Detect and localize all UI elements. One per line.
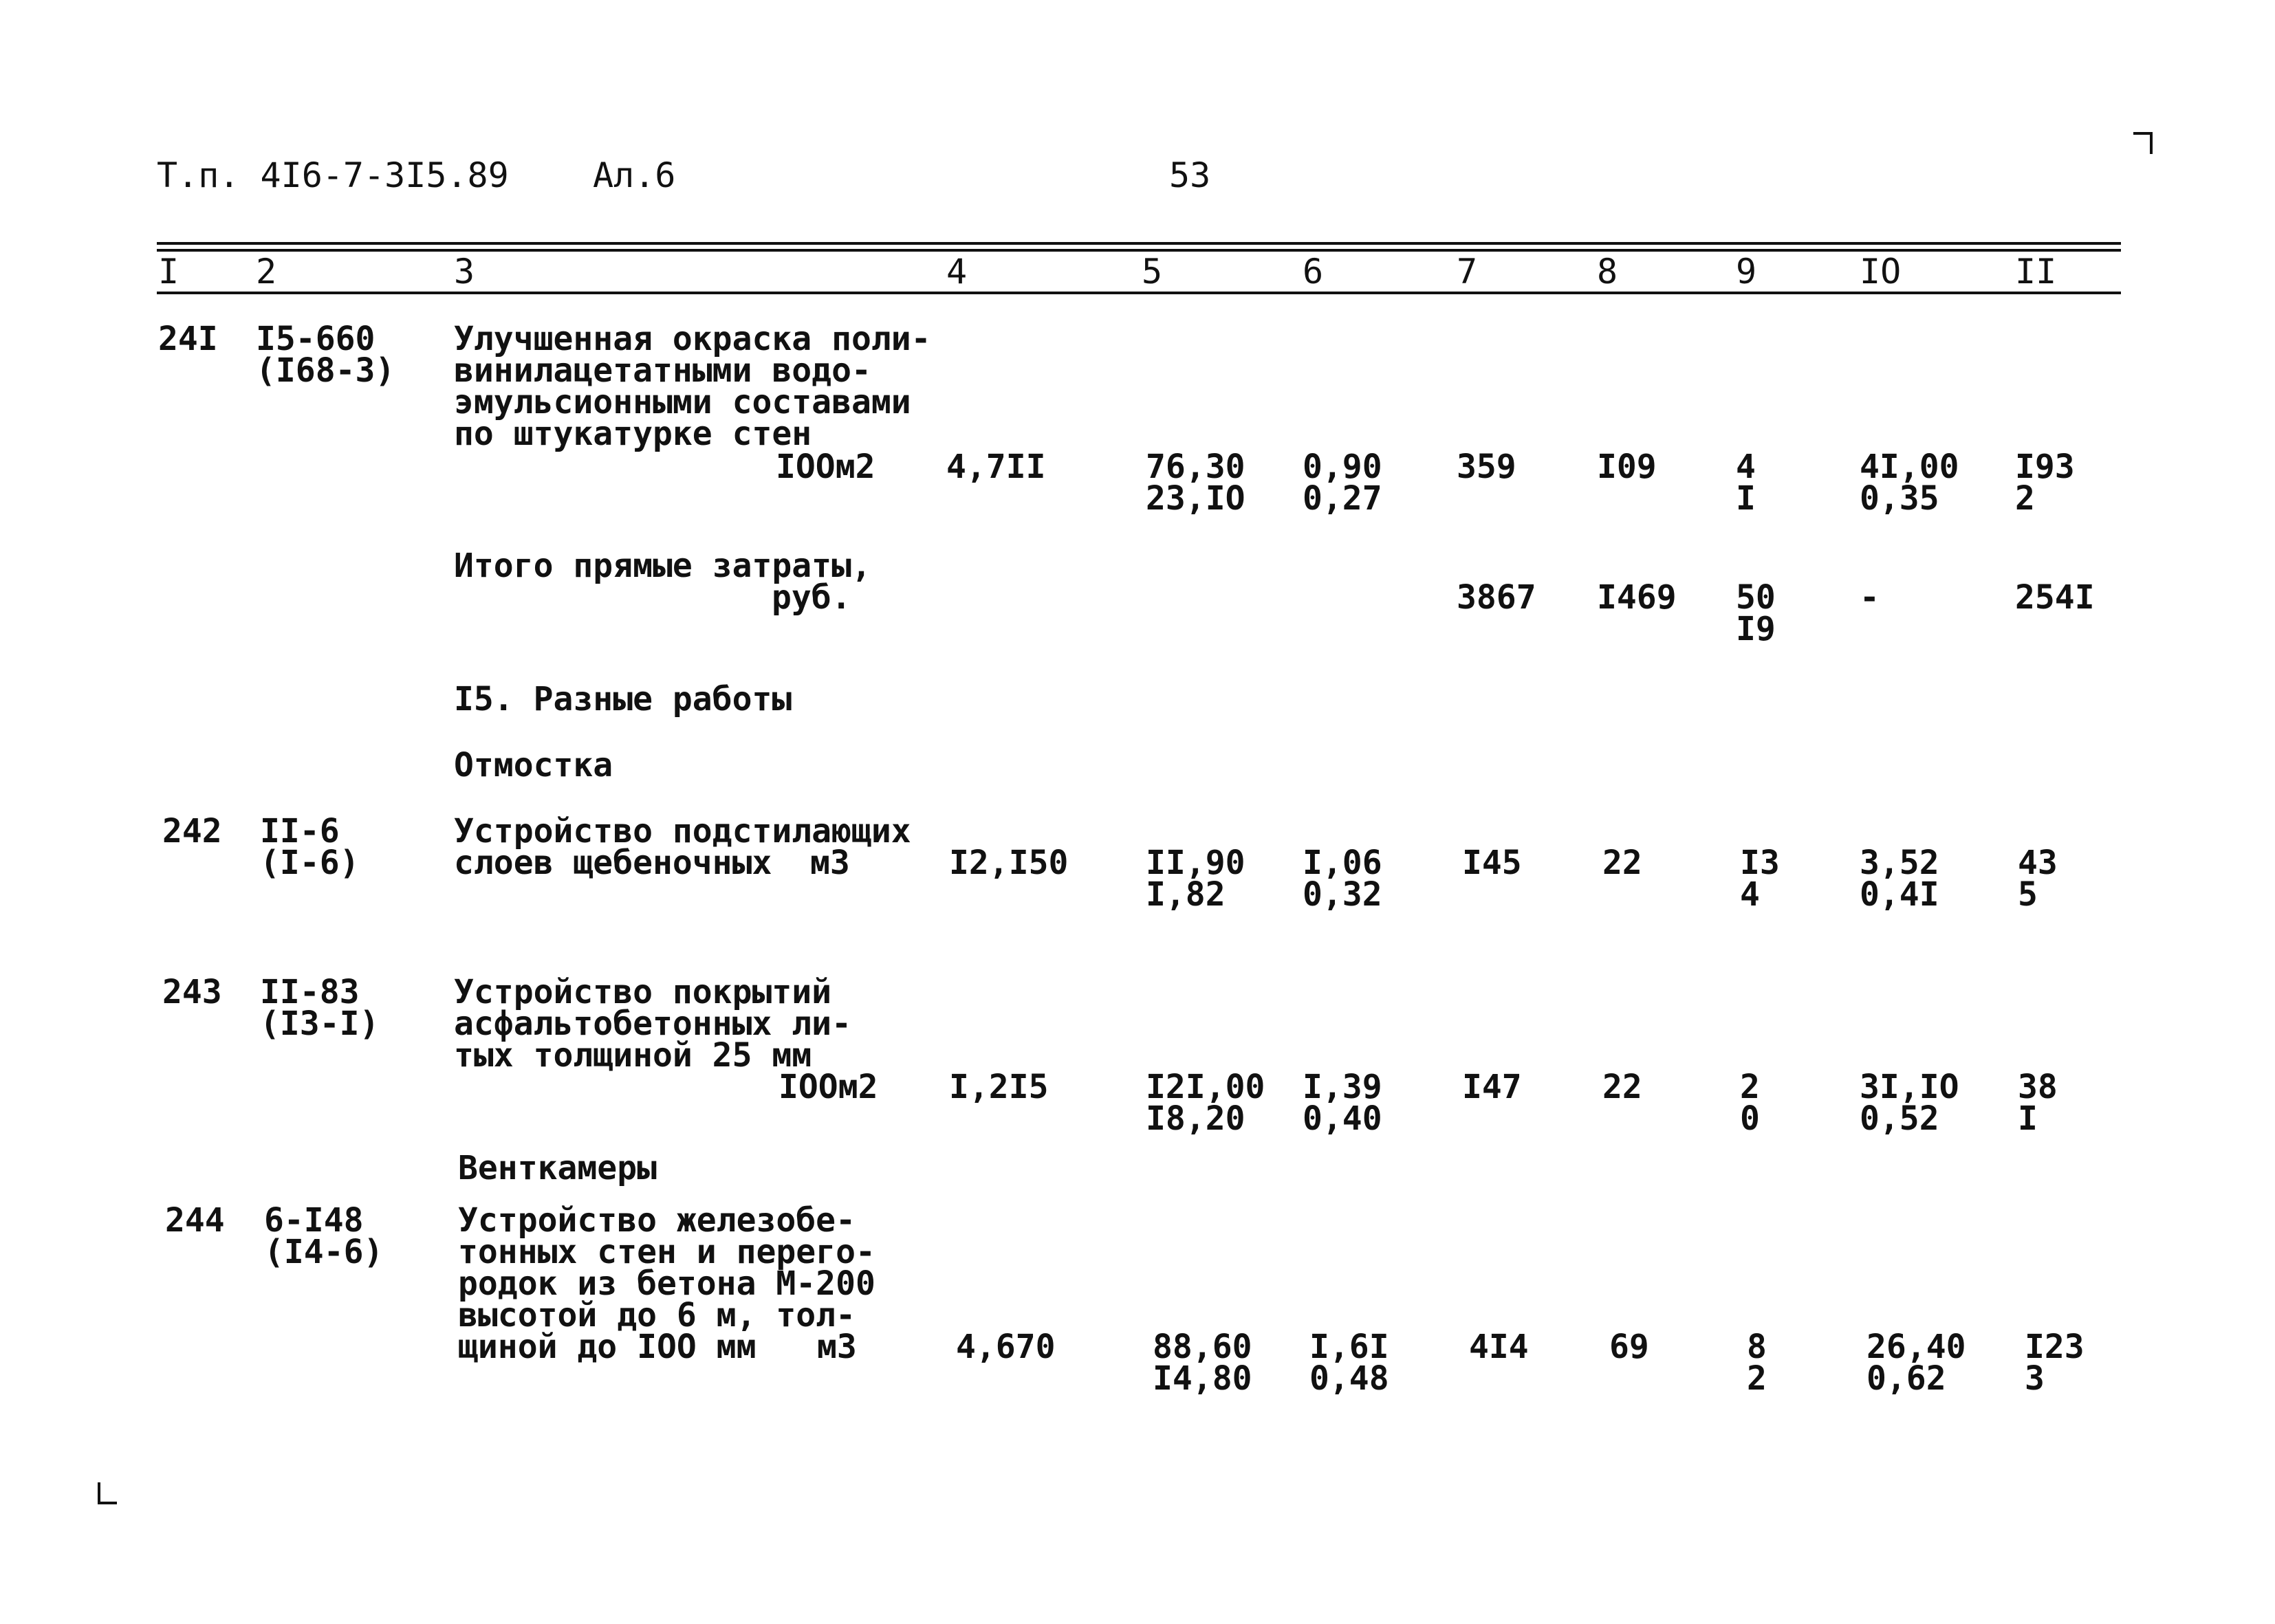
column-number-1: I: [158, 252, 179, 292]
table-top-rule-1: [157, 242, 2121, 245]
total-cost: I45: [1462, 844, 1522, 882]
work-description: Устройство подстилающих слоев щебеночных: [454, 812, 911, 882]
column-number-10: IO: [1860, 252, 1902, 292]
column-number-3: 3: [454, 252, 475, 292]
column-number-7: 7: [1457, 252, 1478, 292]
quantity: I2,I50: [949, 844, 1069, 882]
page-number: 53: [1169, 155, 1211, 195]
table-top-rule-2: [157, 249, 2121, 252]
col10-value: 26,40 0,62: [1866, 1328, 1966, 1398]
unit-of-measure: IOOм2: [776, 448, 875, 486]
column-header-rule: [157, 292, 2121, 294]
unit-cost: I2I,00 I8,20: [1146, 1068, 1265, 1138]
quantity: 4,670: [956, 1328, 1056, 1366]
column-number-6: 6: [1303, 252, 1324, 292]
col11-value: 38 I: [2018, 1068, 2058, 1138]
total-unit: руб.: [772, 578, 851, 617]
total-cost: 359: [1457, 448, 1516, 486]
subsection-title-ventkamery: Венткамеры: [458, 1149, 657, 1187]
unit-of-measure: м3: [817, 1328, 857, 1366]
work-description: Устройство покрытий асфальтобетонных ли- тых толщиной 25 мм: [454, 973, 851, 1075]
unit-of-measure: IOOм2: [779, 1068, 878, 1106]
total-col10: -: [1860, 578, 1880, 617]
corner-mark-bottom-left: [98, 1482, 117, 1504]
col9-value: 2 0: [1740, 1068, 1760, 1138]
sheet-label: Ал.6: [593, 155, 676, 195]
col6-value: I,6I 0,48: [1309, 1328, 1389, 1398]
col8-value: 22: [1602, 1068, 1642, 1106]
col8-value: I09: [1597, 448, 1657, 486]
col9-value: I3 4: [1740, 844, 1780, 914]
col6-value: I,06 0,32: [1303, 844, 1382, 914]
unit-of-measure: м3: [810, 844, 850, 882]
col10-value: 4I,00 0,35: [1860, 448, 1959, 518]
col9-value: 4 I: [1736, 448, 1756, 518]
row-number: 242: [162, 812, 222, 851]
col8-value: 22: [1602, 844, 1642, 882]
col11-value: I23 3: [2025, 1328, 2084, 1398]
row-number: 243: [162, 973, 222, 1011]
section-title: I5. Разные работы: [454, 680, 792, 718]
norm-code: II-83 (I3-I): [260, 973, 380, 1043]
total-col8: I469: [1597, 578, 1677, 617]
norm-code: I5-660 (I68-3): [256, 320, 395, 390]
col11-value: 43 5: [2018, 844, 2058, 914]
column-number-8: 8: [1597, 252, 1618, 292]
col10-value: 3I,IO 0,52: [1860, 1068, 1959, 1138]
total-col11: 254I: [2015, 578, 2095, 617]
col10-value: 3,52 0,4I: [1860, 844, 1939, 914]
corner-mark-top-right: [2133, 132, 2153, 154]
column-number-9: 9: [1736, 252, 1757, 292]
total-col9: 50 I9: [1736, 578, 1776, 648]
work-description: Улучшенная окраска поли- винилацетатными водо- эмульсионными составами по штукатурке стен: [454, 320, 931, 453]
col6-value: 0,90 0,27: [1303, 448, 1382, 518]
col6-value: I,39 0,40: [1303, 1068, 1382, 1138]
col8-value: 69: [1609, 1328, 1649, 1366]
column-number-11: II: [2015, 252, 2057, 292]
norm-code: II-6 (I-6): [260, 812, 360, 882]
unit-cost: 76,30 23,IO: [1146, 448, 1245, 518]
subsection-title-otmostka: Отмостка: [454, 746, 613, 784]
total-cost: I47: [1462, 1068, 1522, 1106]
column-number-2: 2: [256, 252, 277, 292]
norm-code: 6-I48 (I4-6): [264, 1201, 384, 1271]
total-col7: 3867: [1457, 578, 1536, 617]
unit-cost: 88,60 I4,80: [1153, 1328, 1252, 1398]
doc-reference: Т.п. 4I6-7-3I5.89: [157, 155, 509, 195]
quantity: I,2I5: [949, 1068, 1049, 1106]
row-number: 244: [165, 1201, 225, 1240]
work-description: Устройство железобе- тонных стен и перего- родок из бетона М-200 высотой до 6 м, тол- щиной до IOO мм: [458, 1201, 875, 1366]
total-cost: 4I4: [1469, 1328, 1529, 1366]
column-number-4: 4: [946, 252, 968, 292]
total-label: Итого прямые затраты,: [454, 547, 871, 585]
col9-value: 8 2: [1747, 1328, 1767, 1398]
column-number-5: 5: [1142, 252, 1163, 292]
col11-value: I93 2: [2015, 448, 2075, 518]
unit-cost: II,90 I,82: [1146, 844, 1245, 914]
row-number: 24I: [158, 320, 218, 358]
quantity: 4,7II: [946, 448, 1046, 486]
